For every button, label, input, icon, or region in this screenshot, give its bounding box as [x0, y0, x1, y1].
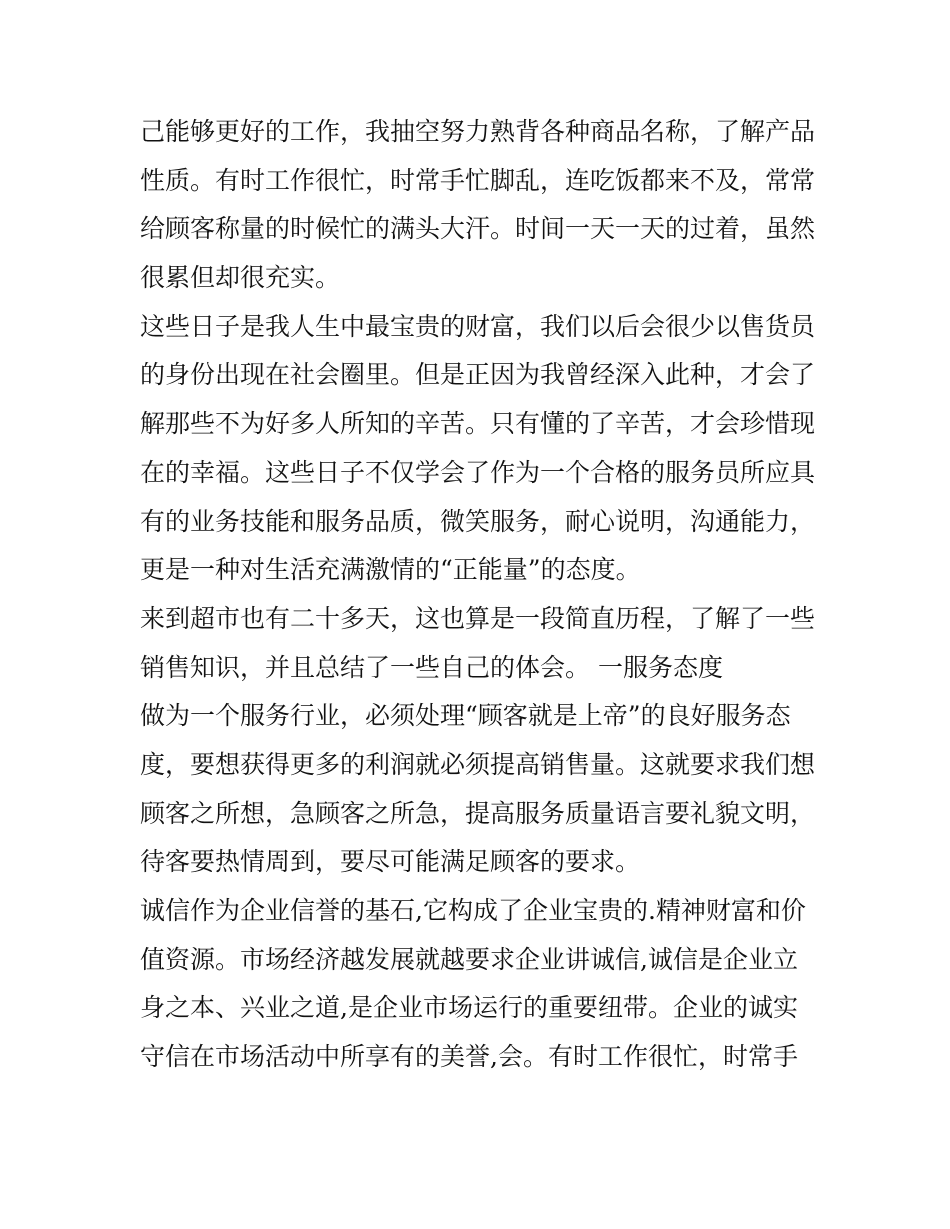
document-body: [140, 108, 820, 1082]
text-line: 顾客之所想，急顾客之所急，提高服务质量语言要礼貌文明，: [140, 798, 816, 828]
text-line: 销售知识，并且总结了一些自己的体会。 一服务态度: [140, 652, 723, 682]
text-line: 来到超市也有二十多天，这也算是一段简直历程，了解了一些: [140, 603, 816, 633]
text-line: 身之本、兴业之道,是企业市场运行的重要纽带。企业的诚实: [140, 993, 798, 1023]
text-line: 守信在市场活动中所享有的美誉,会。有时工作很忙，时常手: [140, 1042, 798, 1072]
text-line: 做为一个服务行业，必须处理“顾客就是上帝”的良好服务态: [140, 701, 791, 731]
paragraph-2: [140, 303, 820, 595]
text-line: 待客要热情周到，要尽可能满足顾客的要求。: [140, 847, 641, 877]
paragraph-1: [140, 108, 820, 303]
paragraph-4: [140, 692, 820, 887]
paragraph-5: [140, 887, 820, 1082]
text-line: 度，要想获得更多的利润就必须提高销售量。这就要求我们想: [140, 749, 816, 779]
text-line: 有的业务技能和服务品质，微笑服务，耐心说明，沟通能力，: [140, 506, 816, 536]
text-line: 解那些不为好多人所知的辛苦。只有懂的了辛苦，才会珍惜现: [140, 409, 816, 439]
paragraph-3: [140, 595, 820, 692]
text-line: 己能够更好的工作，我抽空努力熟背各种商品名称，了解产品: [140, 117, 816, 146]
text-line: 诚信作为企业信誉的基石,它构成了企业宝贵的.精神财富和价: [140, 896, 806, 925]
text-line: 很累但却很充实。: [140, 263, 341, 293]
text-line: 值资源。市场经济越发展就越要求企业讲诚信,诚信是企业立: [140, 944, 798, 974]
text-line: 性质。有时工作很忙，时常手忙脚乱，连吃饭都来不及，常常: [140, 165, 816, 195]
text-line: 给顾客称量的时候忙的满头大汗。时间一天一天的过着，虽然: [140, 214, 816, 244]
text-line: 在的幸福。这些日子不仅学会了作为一个合格的服务员所应具: [140, 457, 816, 487]
text-line: 这些日子是我人生中最宝贵的财富，我们以后会很少以售货员: [140, 311, 816, 341]
text-line: 的身份出现在社会圈里。但是正因为我曾经深入此种，才会了: [140, 360, 816, 390]
text-line: 更是一种对生活充满激情的“正能量”的态度。: [140, 555, 641, 585]
